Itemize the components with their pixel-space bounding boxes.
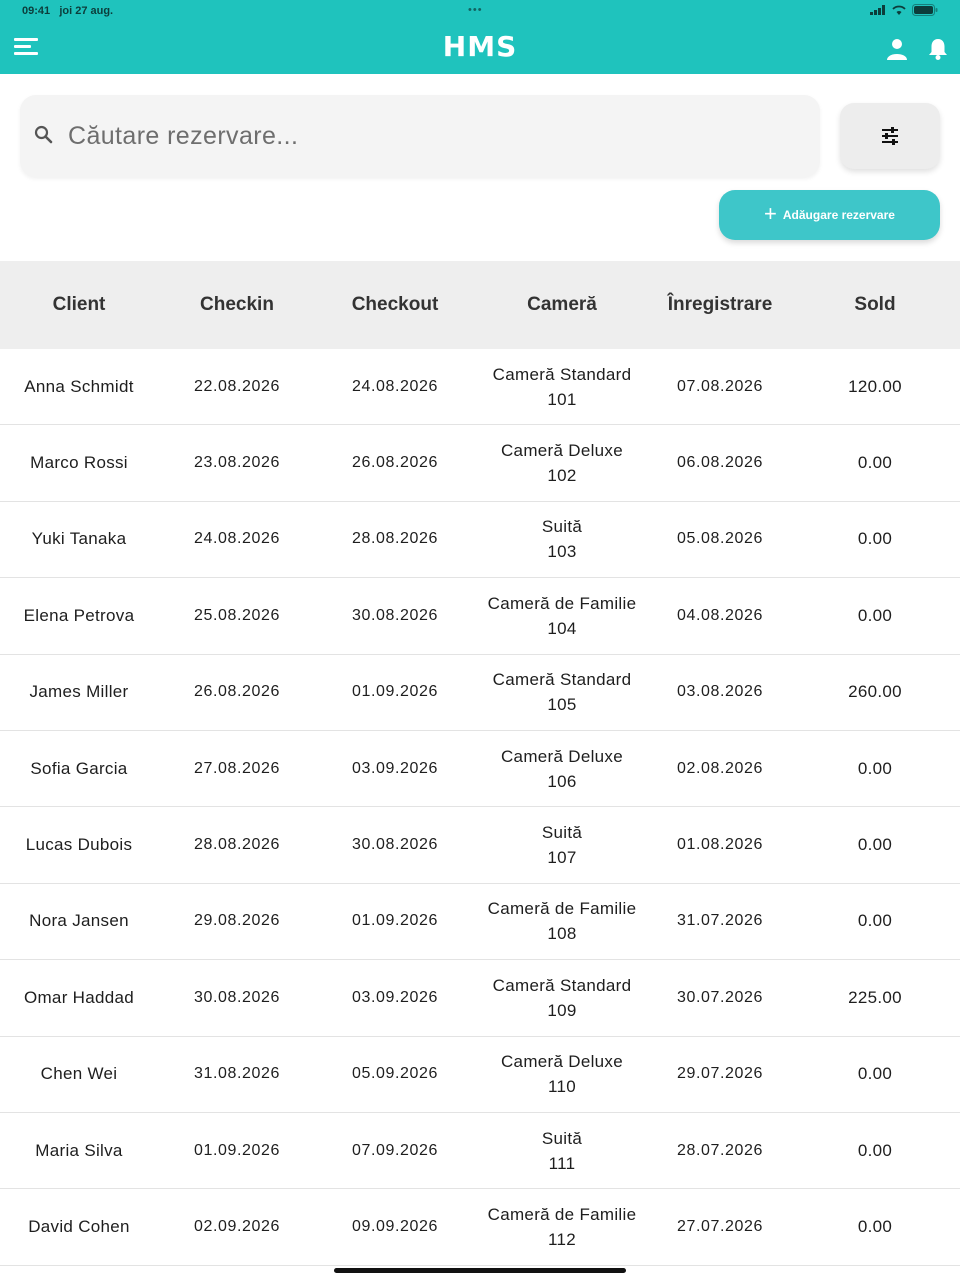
room-type: Cameră Deluxe bbox=[500, 1052, 623, 1072]
cell-checkout: 28.08.2026 bbox=[351, 530, 439, 548]
cell-balance: 260.00 bbox=[848, 682, 902, 702]
cell-room bbox=[474, 591, 650, 641]
cell-checkout: 03.09.2026 bbox=[351, 988, 439, 1006]
cell-checkin: 01.09.2026 bbox=[193, 1141, 281, 1159]
cell-balance: 0.00 bbox=[857, 911, 893, 931]
cell-checkin: 29.08.2026 bbox=[193, 912, 281, 930]
cell-registered: 05.08.2026 bbox=[676, 530, 764, 548]
room-number: 101 bbox=[547, 389, 577, 409]
cell-registered: 28.07.2026 bbox=[676, 1141, 764, 1159]
reservations-table bbox=[0, 261, 960, 1266]
cell-checkin: 26.08.2026 bbox=[193, 683, 281, 701]
cell-client: James Miller bbox=[29, 682, 129, 702]
cell-registered: 01.08.2026 bbox=[676, 836, 764, 854]
cell-checkin: 22.08.2026 bbox=[193, 377, 281, 395]
cell-registered: 07.08.2026 bbox=[676, 377, 764, 395]
cell-balance: 0.00 bbox=[857, 758, 893, 778]
column-header-registered[interactable]: Înregistrare bbox=[667, 294, 773, 315]
room-number: 108 bbox=[547, 924, 577, 944]
cell-checkin: 24.08.2026 bbox=[193, 530, 281, 548]
cell-registered: 27.07.2026 bbox=[676, 1217, 764, 1235]
column-header-checkout[interactable]: Checkout bbox=[351, 294, 439, 315]
top-app-bar bbox=[0, 0, 960, 74]
cell-balance: 0.00 bbox=[857, 835, 893, 855]
cell-room bbox=[474, 1202, 650, 1252]
cell-balance: 0.00 bbox=[857, 1140, 893, 1160]
room-type: Cameră Standard bbox=[492, 364, 632, 384]
cell-checkin: 30.08.2026 bbox=[193, 988, 281, 1006]
cell-room bbox=[474, 896, 650, 946]
cell-room bbox=[474, 514, 650, 564]
room-number: 112 bbox=[547, 1229, 576, 1249]
cell-room bbox=[474, 1126, 650, 1176]
multitasking-dots[interactable]: ••• bbox=[468, 4, 483, 16]
cell-room bbox=[474, 744, 650, 794]
room-number: 110 bbox=[547, 1077, 576, 1097]
cell-balance: 0.00 bbox=[857, 605, 893, 625]
room-number: 105 bbox=[547, 695, 577, 715]
room-number: 109 bbox=[547, 1000, 577, 1020]
column-header-balance[interactable]: Sold bbox=[854, 294, 896, 315]
table-row[interactable] bbox=[0, 502, 960, 578]
plus-icon: + bbox=[764, 201, 777, 226]
room-type: Cameră Standard bbox=[492, 975, 632, 995]
room-type: Suită bbox=[541, 823, 583, 843]
cell-room bbox=[474, 820, 650, 870]
cell-checkin: 28.08.2026 bbox=[193, 836, 281, 854]
search-bar[interactable] bbox=[20, 95, 820, 177]
add-reservation-label: Adăugare rezervare bbox=[782, 208, 895, 222]
cell-checkout: 30.08.2026 bbox=[351, 606, 439, 624]
user-icon[interactable] bbox=[884, 36, 910, 62]
cell-balance: 0.00 bbox=[857, 1216, 893, 1236]
table-row[interactable] bbox=[0, 655, 960, 731]
room-number: 103 bbox=[547, 542, 577, 562]
battery-icon bbox=[912, 4, 938, 16]
cell-room bbox=[474, 362, 650, 412]
cell-checkin: 23.08.2026 bbox=[193, 454, 281, 472]
cell-checkout: 03.09.2026 bbox=[351, 759, 439, 777]
cell-checkin: 27.08.2026 bbox=[193, 759, 281, 777]
home-indicator[interactable] bbox=[334, 1268, 626, 1273]
cell-room bbox=[474, 1049, 650, 1099]
room-type: Cameră de Familie bbox=[487, 1204, 637, 1224]
cell-client: Anna Schmidt bbox=[24, 376, 134, 396]
cell-client: Sofia Garcia bbox=[30, 758, 128, 778]
cell-balance: 0.00 bbox=[857, 453, 893, 473]
sliders-icon bbox=[880, 127, 900, 145]
cell-client: Chen Wei bbox=[40, 1064, 118, 1084]
table-body bbox=[0, 349, 960, 1266]
cell-client: Omar Haddad bbox=[23, 987, 135, 1007]
room-type: Cameră Deluxe bbox=[500, 441, 623, 461]
cell-balance: 120.00 bbox=[848, 376, 902, 396]
room-number: 106 bbox=[547, 771, 577, 791]
cell-balance: 0.00 bbox=[857, 1064, 893, 1084]
table-row[interactable] bbox=[0, 884, 960, 960]
cell-room bbox=[474, 438, 650, 488]
table-row[interactable] bbox=[0, 425, 960, 501]
cell-registered: 03.08.2026 bbox=[676, 683, 764, 701]
cell-checkout: 30.08.2026 bbox=[351, 836, 439, 854]
column-header-checkin[interactable]: Checkin bbox=[200, 294, 274, 315]
cell-checkout: 01.09.2026 bbox=[351, 683, 439, 701]
add-reservation-button[interactable] bbox=[719, 190, 940, 240]
cell-client: Elena Petrova bbox=[23, 605, 135, 625]
status-bar-indicators bbox=[870, 4, 938, 16]
cell-room bbox=[474, 667, 650, 717]
cell-checkin: 25.08.2026 bbox=[193, 606, 281, 624]
cell-registered: 30.07.2026 bbox=[676, 988, 764, 1006]
column-header-room[interactable]: Cameră bbox=[527, 294, 597, 315]
cell-client: Nora Jansen bbox=[29, 911, 129, 931]
filter-button[interactable] bbox=[840, 103, 940, 169]
column-header-client[interactable]: Client bbox=[52, 294, 106, 315]
cell-client: Maria Silva bbox=[35, 1140, 123, 1160]
room-type: Suită bbox=[541, 1128, 583, 1148]
cell-registered: 29.07.2026 bbox=[676, 1065, 764, 1083]
cell-client: Marco Rossi bbox=[30, 453, 128, 473]
cell-checkout: 05.09.2026 bbox=[351, 1065, 439, 1083]
cell-checkout: 07.09.2026 bbox=[351, 1141, 439, 1159]
table-row[interactable] bbox=[0, 960, 960, 1036]
search-icon bbox=[34, 125, 54, 145]
table-header-row bbox=[0, 261, 960, 349]
room-type: Cameră de Familie bbox=[487, 593, 637, 613]
room-number: 102 bbox=[547, 466, 577, 486]
table-row[interactable] bbox=[0, 578, 960, 654]
app-logo: HMS bbox=[442, 30, 518, 63]
signal-icon bbox=[870, 5, 886, 15]
cell-registered: 31.07.2026 bbox=[676, 912, 764, 930]
cell-client: Yuki Tanaka bbox=[31, 529, 127, 549]
table-row[interactable] bbox=[0, 1037, 960, 1113]
table-row[interactable] bbox=[0, 731, 960, 807]
cell-checkout: 24.08.2026 bbox=[351, 377, 439, 395]
cell-client: David Cohen bbox=[28, 1216, 130, 1236]
cell-checkout: 09.09.2026 bbox=[351, 1217, 439, 1235]
room-type: Cameră Standard bbox=[492, 670, 632, 690]
table-row[interactable] bbox=[0, 349, 960, 425]
search-input[interactable] bbox=[68, 115, 788, 157]
room-type: Suită bbox=[541, 517, 583, 537]
table-row[interactable] bbox=[0, 807, 960, 883]
cell-checkout: 01.09.2026 bbox=[351, 912, 439, 930]
cell-client: Lucas Dubois bbox=[25, 835, 133, 855]
room-type: Cameră Deluxe bbox=[500, 746, 623, 766]
room-number: 104 bbox=[547, 618, 577, 638]
cell-checkin: 02.09.2026 bbox=[193, 1217, 281, 1235]
status-bar-time: 09:41 joi 27 aug. bbox=[22, 5, 114, 17]
room-number: 107 bbox=[547, 848, 577, 868]
cell-registered: 04.08.2026 bbox=[676, 606, 764, 624]
cell-checkout: 26.08.2026 bbox=[351, 454, 439, 472]
table-row[interactable] bbox=[0, 1113, 960, 1189]
cell-registered: 06.08.2026 bbox=[676, 454, 764, 472]
cell-balance: 0.00 bbox=[857, 529, 893, 549]
bell-icon[interactable] bbox=[925, 36, 951, 62]
cell-checkin: 31.08.2026 bbox=[193, 1065, 281, 1083]
table-row[interactable] bbox=[0, 1189, 960, 1265]
wifi-icon bbox=[892, 5, 906, 15]
room-number: 111 bbox=[548, 1153, 576, 1173]
cell-registered: 02.08.2026 bbox=[676, 759, 764, 777]
cell-balance: 225.00 bbox=[848, 987, 902, 1007]
cell-room bbox=[474, 973, 650, 1023]
room-type: Cameră de Familie bbox=[487, 899, 637, 919]
